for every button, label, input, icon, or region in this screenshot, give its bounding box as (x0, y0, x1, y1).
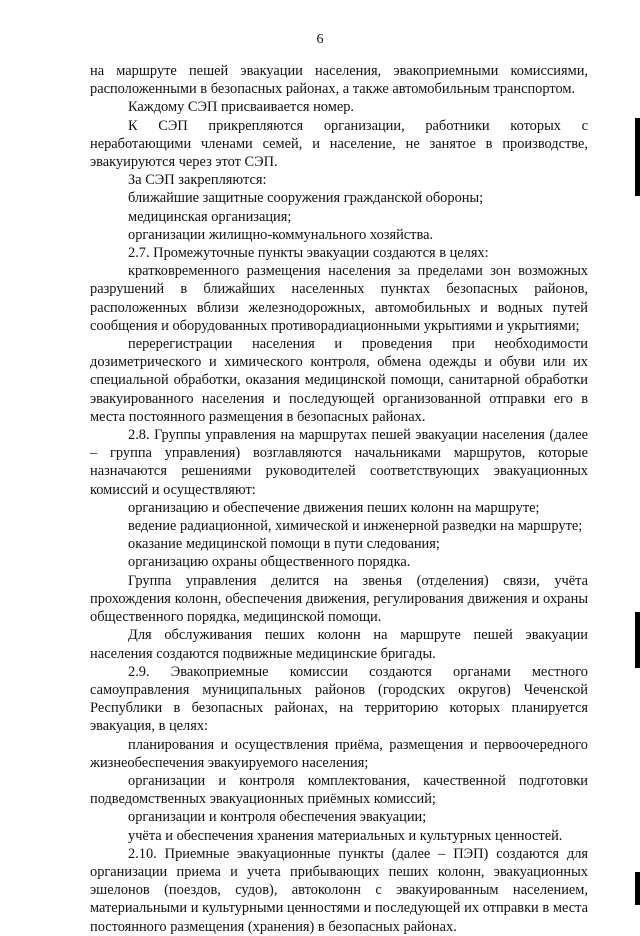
list-item: медицинская организация; (128, 208, 292, 225)
scan-edge-mark (635, 118, 640, 196)
paragraph: Группа управления делится на звенья (отделения) связи, учёта прохождения колонн, обеспечения движения, регулирования движения и охраны общественного порядка, медицинской помощи. (90, 572, 588, 626)
list-item: организации жилищно-коммунального хозяйства. (128, 226, 434, 243)
list-item: ближайшие защитные сооружения гражданской обороны; (128, 190, 484, 207)
list-item: перерегистрации населения и проведения при необходимости дозиметрического и химического контроля, обмена одежды и обуви или их специальной обработки, оказания медицинской помощи, санитарной обработки эвакуированного населения и последующей организованной отправки его в места постоянного размещения в безопасных районах. (90, 336, 588, 425)
paragraph: Каждому СЭП присваивается номер. (128, 99, 355, 116)
scan-edge-mark (635, 872, 640, 905)
list-item: организации и контроля обеспечения эвакуации; (128, 809, 427, 826)
list-item: организацию охраны общественного порядка. (128, 554, 411, 571)
list-item: организации и контроля комплектования, качественной подготовки подведомственных эвакуационных приёмных комиссий; (90, 772, 588, 808)
list-item: планирования и осуществления приёма, размещения и первоочередного жизнеобеспечения эвакуируемого населения; (90, 736, 588, 771)
section-paragraph: 2.7. Промежуточные пункты эвакуации создаются в целях: (128, 245, 489, 262)
section-paragraph: 2.8. Группы управления на маршрутах пешей эвакуации населения (далее – группа управления) возглавляются начальниками маршрутов, которые назначаются решениями руководителей соответствующих эвакуационных комиссий и осуществляют: (90, 427, 588, 498)
document-body (90, 62, 588, 936)
section-paragraph: 2.10. Приемные эвакуационные пункты (далее – ПЭП) создаются для организации приема и учета прибывающих пеших колонн, эвакуационных эшелонов (поездов, судов), автоколонн с эвакуированным населением, материальными и культурными ценностями и последующей их отправки в места постоянного размещения (хранения) в безопасных районах. (90, 845, 588, 935)
page-number: 6 (316, 32, 324, 47)
scan-edge-mark (635, 612, 640, 668)
paragraph: Для обслуживания пеших колонн на маршруте пешей эвакуации населения создаются подвижные медицинские бригады. (90, 627, 588, 662)
list-item: учёта и обеспечения хранения материальных и культурных ценностей. (128, 827, 563, 844)
list-item: оказание медицинской помощи в пути следования; (128, 536, 440, 553)
list-item: кратковременного размещения населения за пределами зон возможных разрушений в ближайших населенных пунктах безопасных районов, расположенных вблизи железнодорожных, автомобильных и водных путей сообщения и оборудованных противорадиационными укрытиями и укрытиями; (90, 263, 588, 334)
paragraph: К СЭП прикрепляются организации, работники которых с неработающими членами семей, и население, не занятое в производстве, эвакуируются через этот СЭП. (90, 117, 588, 171)
section-paragraph: 2.9. Эвакоприемные комиссии создаются органами местного самоуправления муниципальных районов (городских округов) Чеченской Республики в безопасных районах, на территорию которых планируется эвакуация, в целях: (90, 663, 588, 735)
list-item: организацию и обеспечение движения пеших колонн на маршруте; (128, 499, 540, 516)
paragraph: на маршруте пешей эвакуации населения, эвакоприемными комиссиями, расположенными в безопасных районах, а также автомобильным транспортом. (90, 63, 588, 98)
list-item: ведение радиационной, химической и инженерной разведки на маршруте; (128, 518, 583, 535)
paragraph: За СЭП закрепляются: (128, 172, 267, 189)
